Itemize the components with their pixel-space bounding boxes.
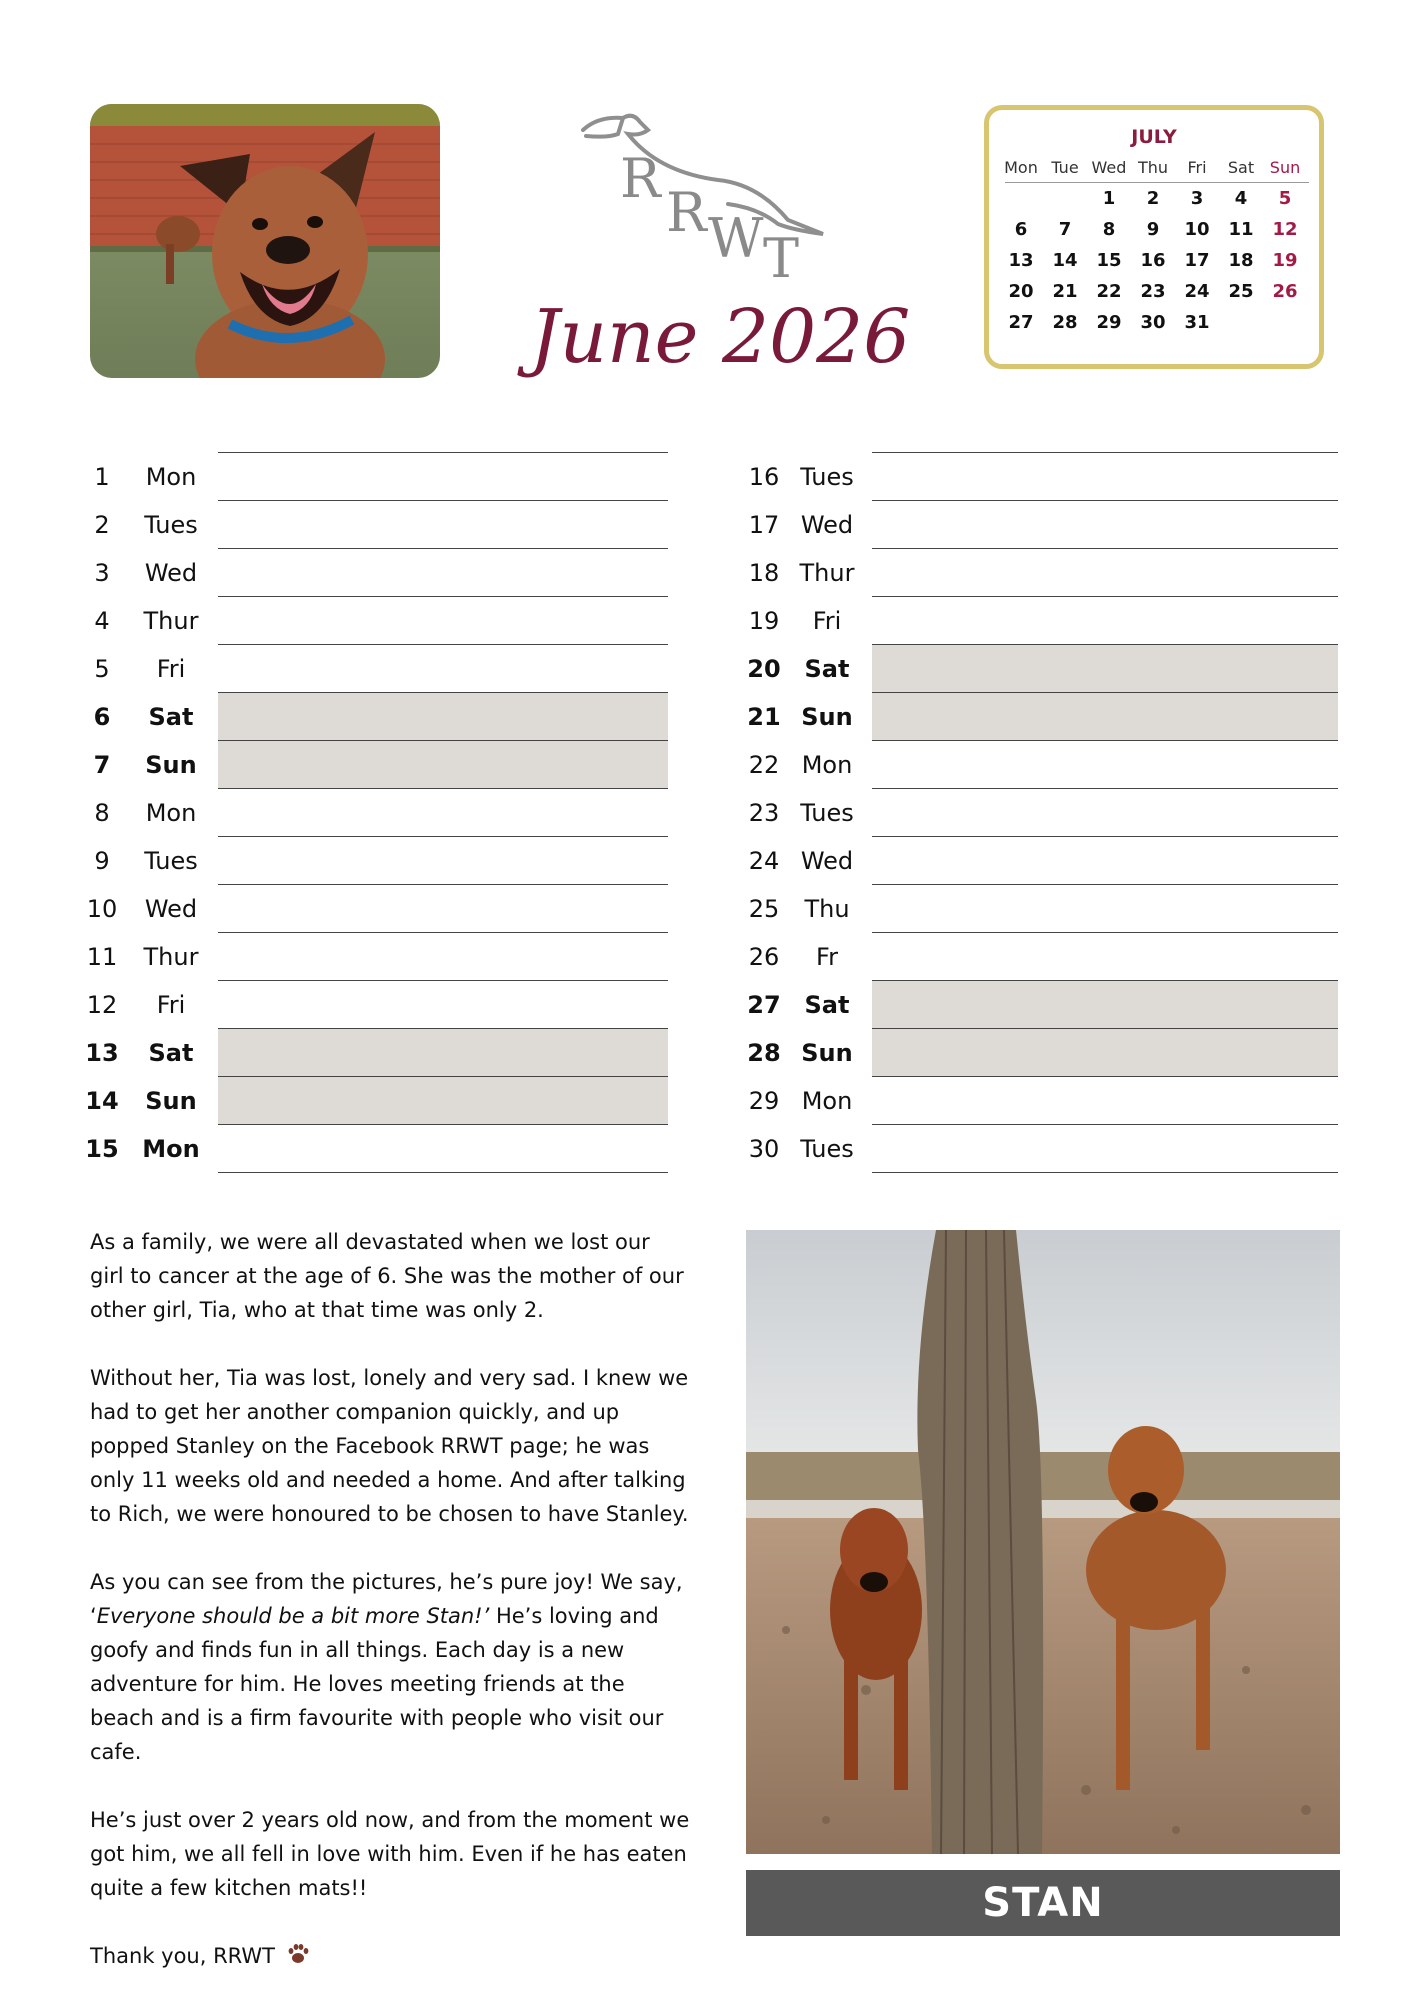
mini-calendar-day: 7 (1058, 219, 1072, 240)
day-number: 14 (85, 1087, 119, 1115)
day-writing-line[interactable] (872, 644, 1338, 692)
day-writing-line[interactable] (872, 452, 1338, 500)
mini-calendar-day: 24 (1184, 281, 1210, 302)
day-row (0, 932, 1414, 980)
day-name: Mon (801, 751, 853, 779)
mini-calendar-rule (1005, 182, 1309, 183)
day-number: 4 (94, 607, 110, 635)
page-title: June 2026 (529, 294, 911, 380)
day-name: Wed (800, 847, 854, 875)
day-number: 23 (748, 799, 780, 827)
day-writing-line[interactable] (872, 692, 1338, 740)
day-number: 8 (94, 799, 110, 827)
day-row (0, 740, 1414, 788)
day-name: Wed (144, 559, 198, 587)
day-name: Tues (800, 799, 854, 827)
day-writing-line[interactable] (872, 596, 1338, 644)
day-row (0, 548, 1414, 596)
day-name: Sun (801, 1039, 853, 1067)
day-name: Thur (143, 607, 199, 635)
day-name: Sat (804, 991, 850, 1019)
day-number: 24 (748, 847, 780, 875)
day-row (0, 1076, 1414, 1124)
day-writing-line[interactable] (872, 788, 1338, 836)
day-name: Fri (812, 607, 842, 635)
mini-calendar-day: 31 (1184, 312, 1210, 333)
mini-calendar-day: 30 (1140, 312, 1166, 333)
day-row (0, 692, 1414, 740)
mini-calendar-day: 9 (1146, 219, 1160, 240)
story-paragraph: As you can see from the pictures, he’s pure joy! We say, ‘Everyone should be a bit more Stan!’ He’s loving and goofy and finds fun in all things. Each day is a new adventure for him. He loves meeting friends at the beach and is a firm favourite with people who visit our cafe. (90, 1570, 683, 1764)
day-number: 27 (747, 991, 781, 1019)
day-name: Tues (800, 1135, 854, 1163)
day-writing-line[interactable] (872, 1124, 1338, 1172)
mini-calendar-day: 25 (1228, 281, 1254, 302)
day-name: Sat (148, 703, 194, 731)
day-name: Fr (816, 943, 838, 971)
day-name: Sat (804, 655, 850, 683)
mini-calendar-month: JULY (1131, 126, 1177, 148)
day-number: 11 (86, 943, 118, 971)
day-number: 30 (748, 1135, 780, 1163)
mini-calendar-weekday: Tue (1051, 158, 1079, 177)
day-list-bottom-rule (218, 1172, 668, 1173)
day-name: Thur (143, 943, 199, 971)
story-paragraph: He’s just over 2 years old now, and from the moment we got him, we all fell in love with him. Even if he has eaten quite a few kitchen mats!! (90, 1808, 690, 1900)
mini-calendar-day: 10 (1184, 219, 1210, 240)
day-number: 21 (747, 703, 781, 731)
day-number: 15 (85, 1135, 119, 1163)
day-row (0, 596, 1414, 644)
story-paragraph: Without her, Tia was lost, lonely and very sad. I knew we had to get her another companion quickly, and up popped Stanley on the Facebook RRWT page; he was only 11 weeks old and needed a home. And after talking to Rich, we were honoured to be chosen to have Stanley. (90, 1366, 689, 1526)
day-writing-line[interactable] (872, 836, 1338, 884)
mini-calendar-day: 28 (1052, 312, 1078, 333)
day-row (0, 1028, 1414, 1076)
mini-calendar-day: 15 (1096, 250, 1122, 271)
story-quote: Everyone should be a bit more Stan!’ (96, 1604, 490, 1628)
day-writing-line[interactable] (872, 740, 1338, 788)
day-number: 2 (94, 511, 110, 539)
mini-calendar-day: 1 (1102, 188, 1116, 209)
day-number: 26 (748, 943, 780, 971)
day-number: 3 (94, 559, 110, 587)
mini-calendar-day: 8 (1102, 219, 1116, 240)
day-number: 18 (748, 559, 780, 587)
day-writing-line[interactable] (872, 932, 1338, 980)
mini-calendar-weekday: Mon (1004, 158, 1038, 177)
day-row (0, 452, 1414, 500)
story-paragraph: As a family, we were all devastated when we lost our girl to cancer at the age of 6. She was the mother of our other girl, Tia, who at that time was only 2. (90, 1230, 684, 1322)
mini-calendar-day: 12 (1272, 219, 1298, 240)
mini-calendar-weekday: Fri (1187, 158, 1207, 177)
day-name: Fri (156, 655, 186, 683)
day-name: Sun (145, 751, 197, 779)
day-writing-line[interactable] (872, 500, 1338, 548)
rrwt-logo: R R W T (578, 112, 838, 292)
mini-calendar-day: 22 (1096, 281, 1122, 302)
day-row (0, 1124, 1414, 1172)
day-name: Wed (144, 895, 198, 923)
mini-calendar-day: 23 (1140, 281, 1166, 302)
day-number: 7 (93, 751, 111, 779)
day-row (0, 980, 1414, 1028)
mini-calendar-day: 11 (1228, 219, 1254, 240)
mini-calendar-day: 27 (1008, 312, 1034, 333)
paw-print-icon (286, 1943, 310, 1965)
day-number: 10 (86, 895, 118, 923)
mini-calendar-day: 18 (1228, 250, 1254, 271)
mini-calendar-day: 14 (1052, 250, 1078, 271)
day-name: Mon (801, 1087, 853, 1115)
day-number: 19 (748, 607, 780, 635)
day-name: Thu (804, 895, 850, 923)
mini-calendar-july (984, 105, 1324, 369)
day-name: Sun (145, 1087, 197, 1115)
beach-dogs-photo (746, 1230, 1340, 1854)
mini-calendar-day: 5 (1278, 188, 1292, 209)
day-number: 9 (94, 847, 110, 875)
mini-calendar-day: 4 (1234, 188, 1248, 209)
day-name: Mon (145, 799, 197, 827)
day-row (0, 788, 1414, 836)
day-row (0, 836, 1414, 884)
day-number: 6 (93, 703, 111, 731)
photo-caption: STAN (746, 1870, 1340, 1936)
mini-calendar-day: 3 (1190, 188, 1204, 209)
day-number: 5 (94, 655, 110, 683)
mini-calendar-day: 17 (1184, 250, 1210, 271)
day-number: 1 (94, 463, 110, 491)
day-row (0, 500, 1414, 548)
mini-calendar-day: 6 (1014, 219, 1028, 240)
day-name: Tues (800, 463, 854, 491)
day-number: 17 (748, 511, 780, 539)
day-writing-line[interactable] (872, 1028, 1338, 1076)
day-number: 13 (85, 1039, 119, 1067)
day-number: 16 (748, 463, 780, 491)
day-name: Thur (799, 559, 855, 587)
mini-calendar-weekday: Thu (1137, 158, 1169, 177)
day-number: 12 (86, 991, 118, 1019)
day-number: 25 (748, 895, 780, 923)
day-number: 22 (748, 751, 780, 779)
day-list-bottom-rule (872, 1172, 1338, 1173)
mini-calendar-day: 26 (1272, 281, 1298, 302)
mini-calendar-day: 16 (1140, 250, 1166, 271)
day-name: Sat (148, 1039, 194, 1067)
day-name: Mon (145, 463, 197, 491)
mini-calendar-day: 20 (1008, 281, 1034, 302)
mini-calendar-weekday: Sun (1269, 158, 1301, 177)
top-dog-photo (90, 104, 440, 378)
day-row (0, 884, 1414, 932)
mini-calendar-weekday: Sat (1227, 158, 1255, 177)
day-row (0, 644, 1414, 692)
day-writing-line[interactable] (872, 548, 1338, 596)
day-number: 28 (747, 1039, 781, 1067)
mini-calendar-weekday: Wed (1091, 158, 1127, 177)
day-name: Sun (801, 703, 853, 731)
day-name: Tues (144, 847, 198, 875)
mini-calendar-day: 2 (1146, 188, 1160, 209)
day-writing-line[interactable] (872, 1076, 1338, 1124)
mini-calendar-day: 13 (1008, 250, 1034, 271)
signoff: Thank you, RRWT (90, 1939, 690, 1973)
day-writing-line[interactable] (872, 980, 1338, 1028)
day-name: Wed (800, 511, 854, 539)
day-number: 20 (747, 655, 781, 683)
mini-calendar-day: 19 (1272, 250, 1298, 271)
day-number: 29 (748, 1087, 780, 1115)
day-name: Fri (156, 991, 186, 1019)
day-name: Tues (144, 511, 198, 539)
day-writing-line[interactable] (872, 884, 1338, 932)
mini-calendar-day: 21 (1052, 281, 1078, 302)
day-name: Mon (142, 1135, 200, 1163)
story-text (90, 1225, 690, 1973)
mini-calendar-day: 29 (1096, 312, 1122, 333)
